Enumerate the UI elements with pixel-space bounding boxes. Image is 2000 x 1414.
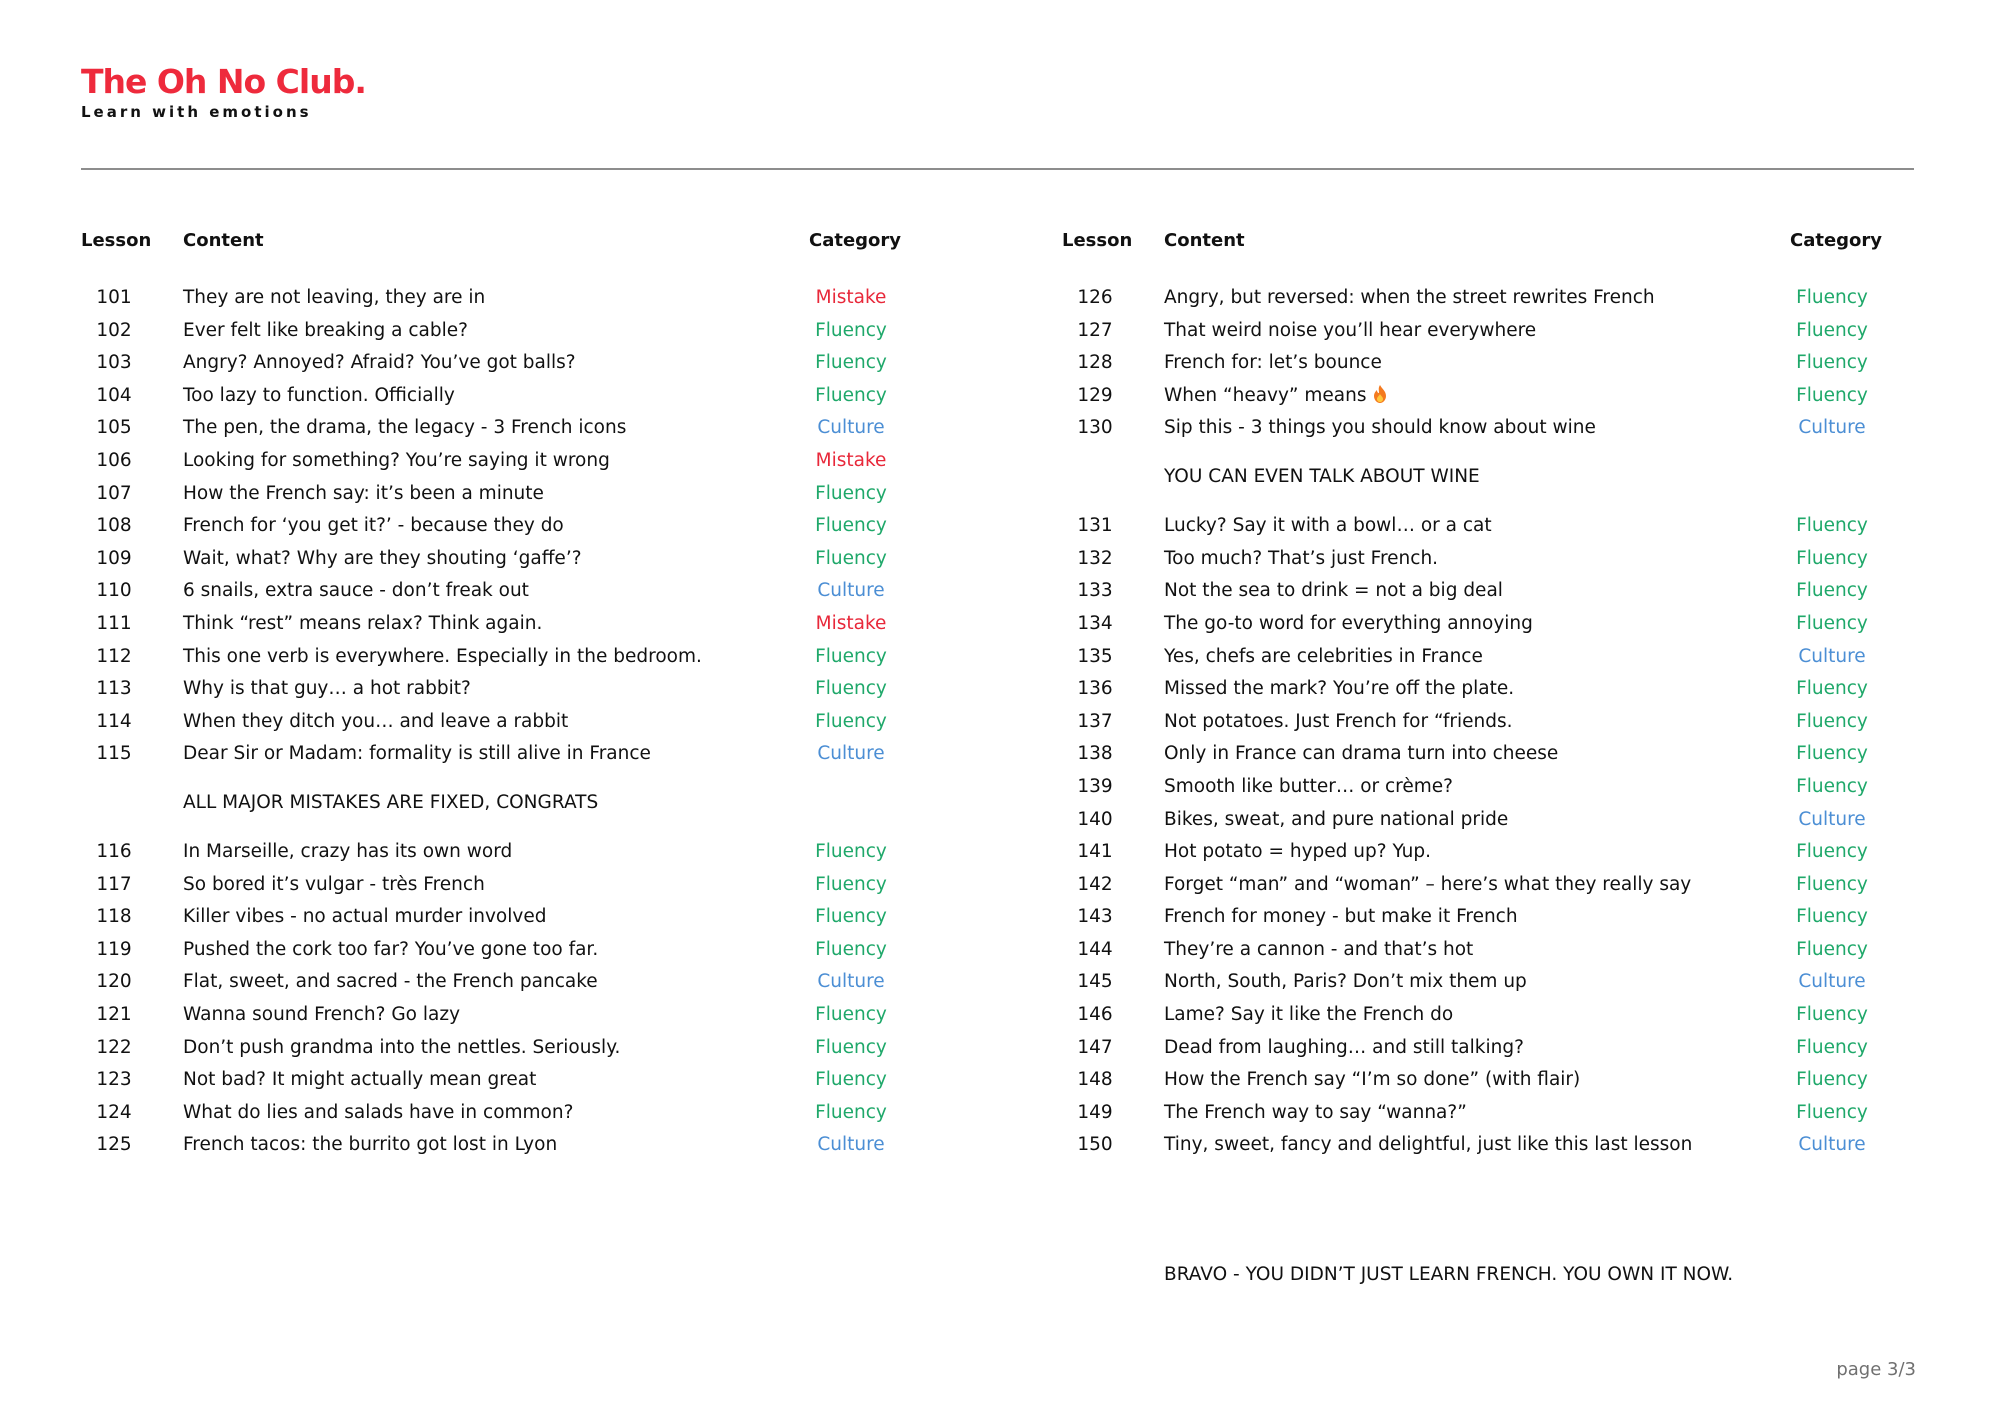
- table-row: [81, 1129, 926, 1162]
- lesson-category: Fluency: [1796, 352, 1868, 374]
- lesson-content-text: Too lazy to function. Officially: [183, 384, 455, 406]
- lesson-content-text: Not the sea to drink = not a big deal: [1164, 580, 1503, 602]
- lesson-category: Fluency: [815, 352, 887, 374]
- lesson-content-text: Flat, sweet, and sacred - the French pancake: [183, 971, 598, 993]
- lesson-content-text: They’re a cannon - and that’s hot: [1164, 938, 1474, 960]
- lesson-category: Fluency: [1796, 906, 1868, 928]
- lesson-category: Fluency: [1796, 384, 1868, 406]
- lesson-content-text: Looking for something? You’re saying it wrong: [183, 449, 610, 471]
- lesson-number: 104: [96, 384, 132, 406]
- table-row: [1062, 282, 1907, 315]
- lesson-content-text: Smooth like butter… or crème?: [1164, 775, 1453, 797]
- lesson-category: Fluency: [1796, 319, 1868, 341]
- lesson-number: 148: [1077, 1069, 1113, 1091]
- table-row: [81, 608, 926, 641]
- lesson-content: [183, 966, 598, 998]
- section-note: [1062, 445, 1907, 510]
- lesson-category: Culture: [817, 417, 885, 439]
- table-row: [1062, 347, 1907, 380]
- lesson-content: [183, 869, 485, 901]
- lesson-content-text: How the French say “I’m so done” (with flair): [1164, 1069, 1581, 1091]
- lesson-number: 145: [1077, 971, 1113, 993]
- lesson-content-text: Too much? That’s just French.: [1164, 547, 1439, 569]
- lesson-content-text: Don’t push grandma into the nettles. Seriously.: [183, 1036, 621, 1058]
- table-row: [1062, 673, 1907, 706]
- table-row: [1062, 738, 1907, 771]
- lesson-content-text: Not potatoes. Just French for “friends.: [1164, 710, 1513, 732]
- lesson-content-text: In Marseille, crazy has its own word: [183, 841, 513, 863]
- lesson-number: 136: [1077, 678, 1113, 700]
- table-row: [81, 738, 926, 771]
- table-body-left: [81, 282, 926, 1162]
- lesson-category: Culture: [817, 743, 885, 765]
- lesson-category: Fluency: [815, 384, 887, 406]
- table-row: [1062, 315, 1907, 348]
- table-row: [1062, 999, 1907, 1032]
- lesson-content: [183, 510, 564, 542]
- lesson-category: Fluency: [815, 873, 887, 895]
- lesson-content-text: Angry? Annoyed? Afraid? You’ve got balls?: [183, 352, 576, 374]
- table-row: [1062, 1032, 1907, 1065]
- lesson-number: 103: [96, 352, 132, 374]
- table-row: [81, 575, 926, 608]
- table-row: [81, 1097, 926, 1130]
- lesson-number: 123: [96, 1069, 132, 1091]
- lesson-content: [1164, 1032, 1524, 1064]
- lesson-content: [183, 934, 598, 966]
- lesson-number: 132: [1077, 547, 1113, 569]
- lesson-content: [1164, 999, 1453, 1031]
- lesson-number: 112: [96, 645, 132, 667]
- table-row: [81, 641, 926, 674]
- lesson-number: 110: [96, 580, 132, 602]
- lesson-content: [183, 901, 546, 933]
- table-row: [81, 934, 926, 967]
- lesson-category: Culture: [1798, 1134, 1866, 1156]
- lesson-number: 111: [96, 612, 132, 634]
- lesson-number: 135: [1077, 645, 1113, 667]
- table-row: [1062, 608, 1907, 641]
- lesson-number: 122: [96, 1036, 132, 1058]
- lesson-category: Fluency: [1796, 515, 1868, 537]
- lesson-number: 143: [1077, 906, 1113, 928]
- lesson-number: 121: [96, 1004, 132, 1026]
- lesson-content: [1164, 608, 1533, 640]
- lesson-content-text: Wanna sound French? Go lazy: [183, 1004, 461, 1026]
- lesson-category: Fluency: [815, 938, 887, 960]
- table-row: [1062, 641, 1907, 674]
- lesson-content-text: Forget “man” and “woman” – here’s what they really say: [1164, 873, 1692, 895]
- lesson-content-text: This one verb is everywhere. Especially in the bedroom.: [183, 645, 702, 667]
- lesson-number: 115: [96, 743, 132, 765]
- lesson-category: Culture: [817, 971, 885, 993]
- lesson-content: [183, 673, 471, 705]
- lesson-content: [1164, 1129, 1692, 1161]
- lesson-category: Fluency: [815, 1004, 887, 1026]
- lesson-category: Fluency: [1796, 1004, 1868, 1026]
- lesson-number: 144: [1077, 938, 1113, 960]
- lesson-content: [1164, 575, 1503, 607]
- lesson-content: [1164, 738, 1558, 770]
- table-row: [81, 901, 926, 934]
- table-row: [1062, 543, 1907, 576]
- lesson-content: [183, 575, 529, 607]
- table-row: [81, 282, 926, 315]
- lesson-content: [1164, 966, 1527, 998]
- lesson-category: Mistake: [815, 612, 887, 634]
- lesson-content-text: When they ditch you… and leave a rabbit: [183, 710, 569, 732]
- table-row: [1062, 1097, 1907, 1130]
- section-note-text: ALL MAJOR MISTAKES ARE FIXED, CONGRATS: [183, 791, 599, 813]
- lesson-number: 149: [1077, 1101, 1113, 1123]
- lesson-category: Fluency: [815, 645, 887, 667]
- lesson-number: 101: [96, 287, 132, 308]
- lesson-category: Fluency: [815, 515, 887, 537]
- lesson-content: [1164, 673, 1514, 705]
- brand-title: The Oh No Club.: [81, 62, 366, 101]
- lesson-content-text: When “heavy” means: [1164, 384, 1367, 406]
- table-row: [1062, 380, 1907, 413]
- lesson-category: Culture: [817, 580, 885, 602]
- lesson-content: [1164, 315, 1536, 347]
- lesson-content: [183, 1064, 536, 1096]
- lesson-category: Fluency: [1796, 710, 1868, 732]
- lesson-content-text: Ever felt like breaking a cable?: [183, 319, 468, 341]
- lesson-content: [183, 706, 568, 738]
- lesson-content: [183, 478, 544, 510]
- table-row: [81, 836, 926, 869]
- lesson-number: 116: [96, 841, 132, 863]
- lesson-category: Fluency: [815, 1036, 887, 1058]
- lesson-content: [183, 1032, 620, 1064]
- lesson-content-text: Yes, chefs are celebrities in France: [1164, 645, 1483, 667]
- lesson-category: Fluency: [815, 710, 887, 732]
- lesson-category: Fluency: [1796, 612, 1868, 634]
- lesson-category: Culture: [1798, 417, 1866, 439]
- lesson-number: 106: [96, 449, 132, 471]
- lesson-content: [183, 999, 460, 1031]
- lesson-number: 140: [1077, 808, 1113, 830]
- lesson-category: Fluency: [1796, 743, 1868, 765]
- table-row: [1062, 510, 1907, 543]
- table-row: [1062, 412, 1907, 445]
- lesson-number: 137: [1077, 710, 1113, 732]
- table-row: [1062, 706, 1907, 739]
- lesson-content: [1164, 380, 1389, 412]
- lesson-number: 139: [1077, 775, 1113, 797]
- lesson-content-text: Tiny, sweet, fancy and delightful, just like this last lesson: [1164, 1134, 1693, 1156]
- lesson-content: [1164, 412, 1596, 444]
- lesson-number: 130: [1077, 417, 1113, 439]
- table-row: [1062, 575, 1907, 608]
- lesson-number: 120: [96, 971, 132, 993]
- table-row: [1062, 771, 1907, 804]
- lesson-content: [1164, 1064, 1580, 1096]
- content-column-header: Content: [1164, 230, 1245, 251]
- lesson-category: Fluency: [815, 1069, 887, 1091]
- lesson-category: Culture: [1798, 808, 1866, 830]
- lesson-number: 128: [1077, 352, 1113, 374]
- table-row: [1062, 966, 1907, 999]
- lesson-content: [183, 1129, 557, 1161]
- section-note-text: YOU CAN EVEN TALK ABOUT WINE: [1164, 465, 1480, 487]
- lesson-number: 119: [96, 938, 132, 960]
- lesson-content-text: How the French say: it’s been a minute: [183, 482, 544, 504]
- lesson-content: [1164, 771, 1453, 803]
- lesson-column-header: Lesson: [1062, 230, 1133, 251]
- category-column-header: Category: [809, 230, 902, 251]
- lesson-category: Fluency: [815, 547, 887, 569]
- lesson-number: 114: [96, 710, 132, 732]
- lesson-content: [183, 836, 512, 868]
- lesson-content: [1164, 804, 1508, 836]
- lesson-number: 102: [96, 319, 132, 341]
- lesson-content: [1164, 934, 1473, 966]
- lesson-category: Fluency: [1796, 841, 1868, 863]
- lesson-category: Fluency: [815, 841, 887, 863]
- lesson-content-text: What do lies and salads have in common?: [183, 1101, 574, 1123]
- lessons-table-right: [1062, 230, 1907, 1162]
- lesson-content: [183, 315, 468, 347]
- lesson-content: [183, 445, 610, 477]
- lesson-number: 125: [96, 1134, 132, 1156]
- lesson-content-text: The pen, the drama, the legacy - 3 French icons: [183, 417, 627, 439]
- lesson-content: [183, 738, 651, 770]
- lesson-content: [1164, 836, 1431, 868]
- table-row: [81, 315, 926, 348]
- lesson-number: 134: [1077, 612, 1113, 634]
- table-row: [81, 673, 926, 706]
- lesson-number: 138: [1077, 743, 1113, 765]
- lesson-content-text: Lucky? Say it with a bowl… or a cat: [1164, 515, 1492, 537]
- category-column-header: Category: [1790, 230, 1883, 251]
- table-row: [1062, 934, 1907, 967]
- header: [81, 62, 366, 121]
- lesson-content: [183, 641, 702, 673]
- lesson-category: Fluency: [815, 906, 887, 928]
- header-divider: [81, 168, 1914, 170]
- table-row: [81, 510, 926, 543]
- lesson-number: 118: [96, 906, 132, 928]
- lessons-table-left: [81, 230, 926, 1162]
- lesson-content-text: Dead from laughing… and still talking?: [1164, 1036, 1524, 1058]
- lesson-content-text: Why is that guy… a hot rabbit?: [183, 678, 471, 700]
- lesson-content: [1164, 901, 1518, 933]
- lesson-content-text: The go-to word for everything annoying: [1164, 612, 1533, 634]
- lesson-content: [1164, 706, 1513, 738]
- lesson-content-text: Dear Sir or Madam: formality is still alive in France: [183, 743, 651, 765]
- table-row: [81, 706, 926, 739]
- lesson-category: Fluency: [1796, 580, 1868, 602]
- lesson-content-text: That weird noise you’ll hear everywhere: [1164, 319, 1537, 341]
- lesson-category: Fluency: [815, 1101, 887, 1123]
- lesson-content: [1164, 543, 1438, 575]
- lesson-content-text: French for ‘you get it?’ - because they do: [183, 515, 564, 537]
- table-row: [81, 347, 926, 380]
- table-body-right: [1062, 282, 1907, 1162]
- lesson-content: [1164, 282, 1655, 314]
- lesson-category: Fluency: [1796, 678, 1868, 700]
- lesson-category: Fluency: [1796, 775, 1868, 797]
- lesson-content-text: French tacos: the burrito got lost in Lyon: [183, 1134, 558, 1156]
- lesson-content-text: Killer vibes - no actual murder involved: [183, 906, 547, 928]
- lesson-content-text: Bikes, sweat, and pure national pride: [1164, 808, 1509, 830]
- lesson-content: [183, 347, 576, 379]
- table-row: [81, 412, 926, 445]
- lesson-content: [183, 1097, 573, 1129]
- lesson-category: Fluency: [815, 482, 887, 504]
- lesson-number: 133: [1077, 580, 1113, 602]
- lesson-number: 129: [1077, 384, 1113, 406]
- lesson-number: 150: [1077, 1134, 1113, 1156]
- lesson-number: 142: [1077, 873, 1113, 895]
- lesson-number: 131: [1077, 515, 1113, 537]
- page-number: page 3/3: [1836, 1359, 1916, 1380]
- lesson-number: 113: [96, 678, 132, 700]
- lesson-number: 107: [96, 482, 132, 504]
- lesson-content: [183, 380, 455, 412]
- lesson-content-text: Pushed the cork too far? You’ve gone too far.: [183, 938, 599, 960]
- table-row: [1062, 869, 1907, 902]
- table-header: [81, 230, 926, 254]
- lesson-category: Fluency: [1796, 1069, 1868, 1091]
- lesson-category: Fluency: [1796, 938, 1868, 960]
- table-row: [81, 966, 926, 999]
- section-note: [81, 771, 926, 836]
- table-row: [81, 478, 926, 511]
- lesson-content-text: Missed the mark? You’re off the plate.: [1164, 678, 1515, 700]
- lesson-number: 147: [1077, 1036, 1113, 1058]
- lesson-number: 109: [96, 547, 132, 569]
- table-row: [81, 445, 926, 478]
- lesson-number: 117: [96, 873, 132, 895]
- lesson-content-text: The French way to say “wanna?”: [1164, 1101, 1467, 1123]
- lesson-content-text: Angry, but reversed: when the street rewrites French: [1164, 287, 1655, 308]
- lesson-content-text: Not bad? It might actually mean great: [183, 1069, 537, 1091]
- lesson-category: Fluency: [815, 678, 887, 700]
- lesson-content: [1164, 347, 1382, 379]
- final-note: BRAVO - YOU DIDN’T JUST LEARN FRENCH. YOU OWN IT NOW.: [1164, 1264, 1734, 1285]
- lesson-number: 127: [1077, 319, 1113, 341]
- lesson-category: Culture: [817, 1134, 885, 1156]
- lesson-category: Mistake: [815, 287, 887, 308]
- lesson-category: Fluency: [1796, 1101, 1868, 1123]
- lesson-content: [183, 412, 626, 444]
- lesson-column-header: Lesson: [81, 230, 152, 251]
- fire-emoji-icon: [1371, 384, 1389, 404]
- lesson-content-text: Only in France can drama turn into cheese: [1164, 743, 1559, 765]
- lesson-number: 146: [1077, 1004, 1113, 1026]
- table-row: [81, 1032, 926, 1065]
- lesson-content-text: Sip this - 3 things you should know about wine: [1164, 417, 1596, 439]
- lesson-category: Fluency: [815, 319, 887, 341]
- lesson-number: 108: [96, 515, 132, 537]
- lesson-category: Mistake: [815, 449, 887, 471]
- lesson-content-text: So bored it’s vulgar - très French: [183, 873, 485, 895]
- lesson-content-text: They are not leaving, they are in: [183, 287, 486, 308]
- lesson-content-text: Wait, what? Why are they shouting ‘gaffe’?: [183, 547, 582, 569]
- lesson-content: [183, 282, 485, 314]
- lesson-category: Fluency: [1796, 547, 1868, 569]
- lesson-category: Culture: [1798, 971, 1866, 993]
- table-row: [81, 999, 926, 1032]
- lesson-content-text: Hot potato = hyped up? Yup.: [1164, 841, 1431, 863]
- lesson-category: Fluency: [1796, 873, 1868, 895]
- table-row: [1062, 1064, 1907, 1097]
- lesson-content: [1164, 641, 1483, 673]
- table-row: [81, 869, 926, 902]
- lesson-content: [1164, 1097, 1467, 1129]
- lesson-content-text: 6 snails, extra sauce - don’t freak out: [183, 580, 529, 602]
- lesson-content-text: French for: let’s bounce: [1164, 352, 1382, 374]
- lesson-number: 105: [96, 417, 132, 439]
- table-row: [1062, 901, 1907, 934]
- table-row: [1062, 804, 1907, 837]
- lesson-category: Culture: [1798, 645, 1866, 667]
- table-row: [1062, 836, 1907, 869]
- lesson-content: [1164, 510, 1492, 542]
- lesson-content: [183, 608, 542, 640]
- lesson-number: 124: [96, 1101, 132, 1123]
- content-column-header: Content: [183, 230, 264, 251]
- lesson-content: [183, 543, 582, 575]
- lesson-content-text: Lame? Say it like the French do: [1164, 1004, 1454, 1026]
- lesson-number: 126: [1077, 287, 1113, 308]
- brand-tagline: Learn with emotions: [81, 103, 312, 121]
- lesson-category: Fluency: [1796, 287, 1868, 308]
- table-row: [1062, 1129, 1907, 1162]
- lesson-content-text: French for money - but make it French: [1164, 906, 1518, 928]
- table-row: [81, 1064, 926, 1097]
- lesson-number: 141: [1077, 841, 1113, 863]
- table-row: [81, 543, 926, 576]
- lesson-category: Fluency: [1796, 1036, 1868, 1058]
- lesson-content: [1164, 869, 1691, 901]
- table-row: [81, 380, 926, 413]
- lesson-content-text: Think “rest” means relax? Think again.: [183, 612, 543, 634]
- table-header: [1062, 230, 1907, 254]
- lesson-content-text: North, South, Paris? Don’t mix them up: [1164, 971, 1527, 993]
